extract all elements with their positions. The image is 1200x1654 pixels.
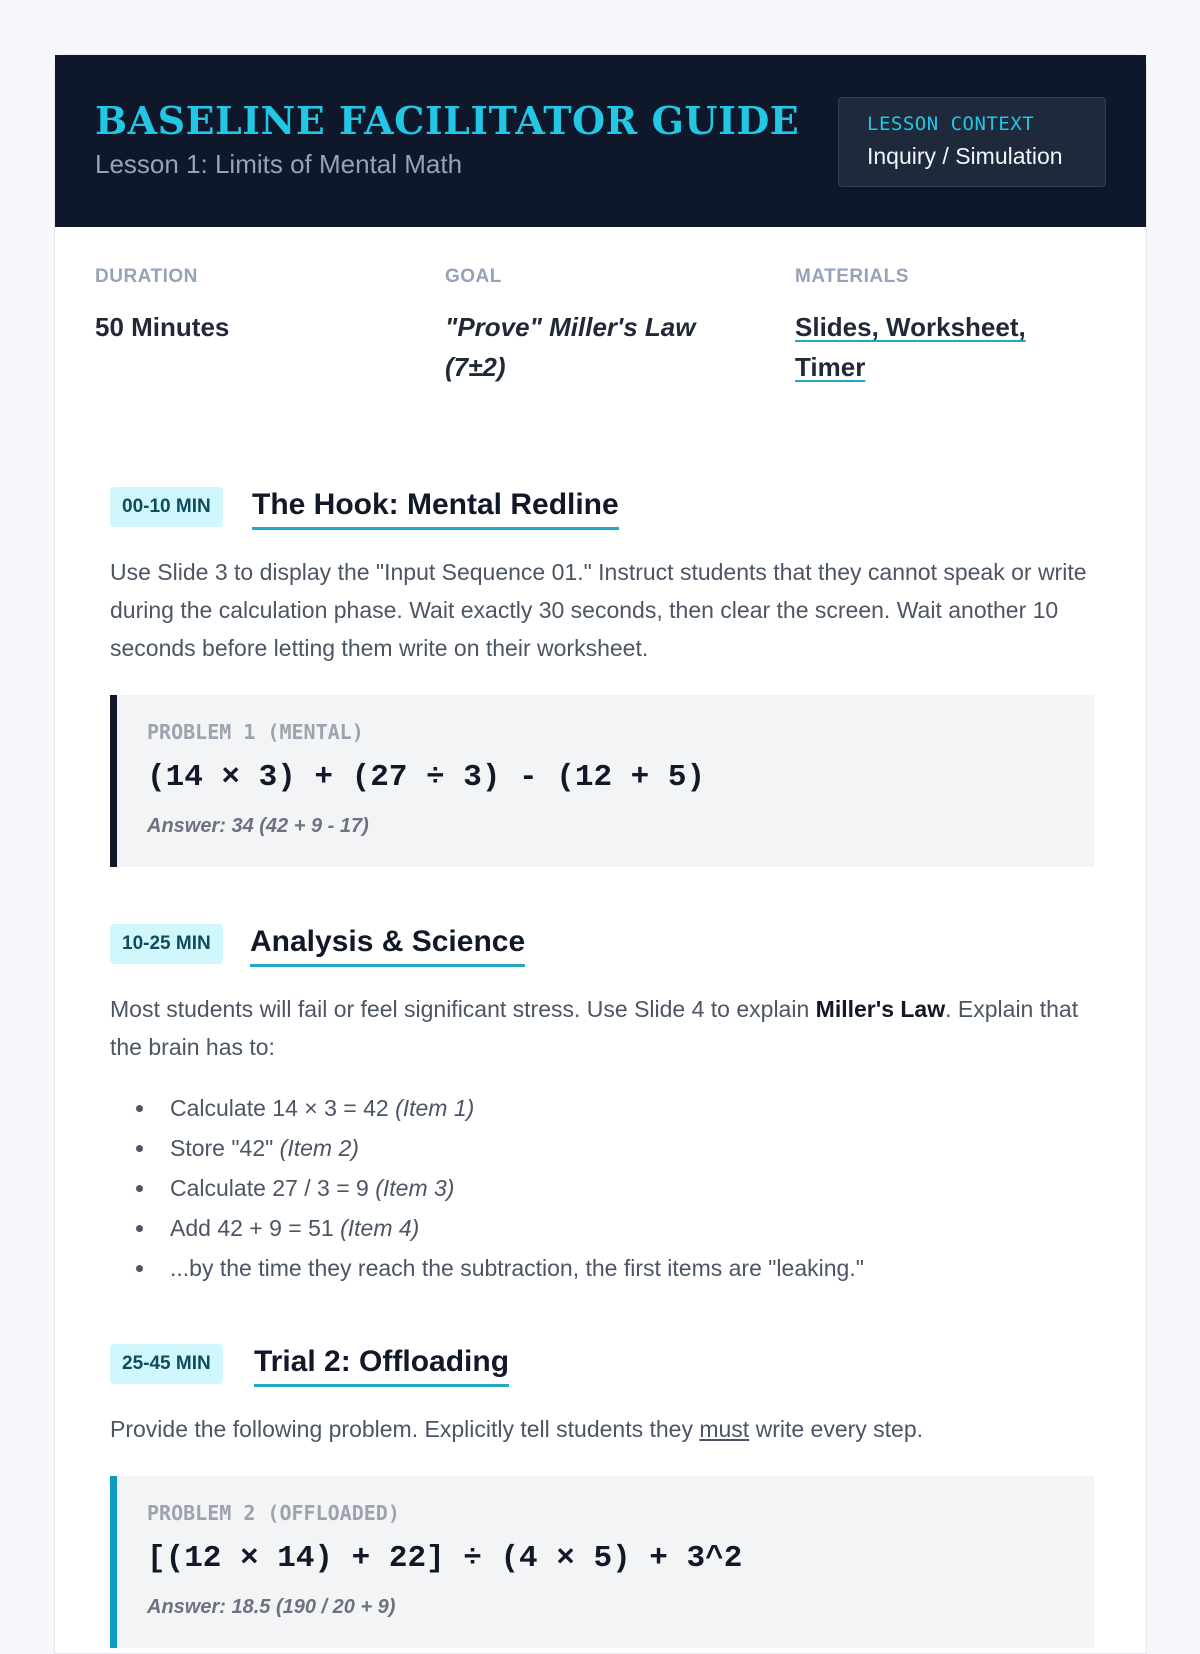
lesson-context-value: Inquiry / Simulation — [867, 143, 1063, 169]
section-body — [110, 990, 1094, 1066]
list-item — [110, 1168, 1094, 1208]
step-text: Store "42" — [170, 1135, 280, 1161]
section-analysis — [110, 924, 1094, 1288]
lesson-context-box — [838, 97, 1106, 187]
steps-list — [110, 1088, 1094, 1288]
problem-2-block — [110, 1476, 1094, 1648]
problem-answer: Answer: 34 (42 + 9 - 17) — [147, 815, 369, 837]
list-item — [110, 1208, 1094, 1248]
list-item — [110, 1128, 1094, 1168]
problem-1-block — [110, 695, 1094, 867]
body-text: Most students will fail or feel significant stress. Use Slide 4 to explain — [110, 996, 816, 1022]
step-text: Calculate 27 / 3 = 9 — [170, 1175, 376, 1201]
step-text: Add 42 + 9 = 51 — [170, 1215, 341, 1241]
section-header — [110, 487, 1094, 535]
problem-label: PROBLEM 2 (OFFLOADED) — [147, 1501, 400, 1525]
step-note: (Item 3) — [375, 1175, 455, 1201]
lesson-context-label: LESSON CONTEXT — [867, 113, 1035, 135]
section-offloading — [110, 1344, 1094, 1648]
problem-answer: Answer: 18.5 (190 / 20 + 9) — [147, 1596, 396, 1618]
meta-duration — [95, 265, 395, 347]
body-text: Provide the following problem. Explicitly tell students they — [110, 1416, 700, 1442]
materials-link[interactable]: Slides, Worksheet, Timer — [795, 312, 1026, 382]
emphasis-must: must — [699, 1416, 750, 1442]
section-body: Use Slide 3 to display the "Input Sequence 01." Instruct students that they cannot speak or write during the calculation phase. Wait exactly 30 seconds, then clear the screen. Wait another 10 seconds before letting them write on their worksheet. — [110, 559, 1087, 661]
materials-label: MATERIALS — [795, 266, 909, 287]
goal-label: GOAL — [445, 266, 502, 287]
problem-expression: [(12 × 14) + 22] ÷ (4 × 5) + 3^2 — [147, 1541, 743, 1576]
body-text: write every step. — [749, 1416, 924, 1442]
lesson-subtitle: Lesson 1: Limits of Mental Math — [95, 149, 463, 179]
step-text: ...by the time they reach the subtraction, the first items are "leaking." — [170, 1255, 864, 1281]
step-text: Calculate 14 × 3 = 42 — [170, 1095, 396, 1121]
step-note: (Item 1) — [395, 1095, 475, 1121]
time-badge: 00-10 MIN — [110, 487, 223, 527]
guide-title: BASELINE FACILITATOR GUIDE — [95, 98, 800, 143]
duration-value: 50 Minutes — [95, 312, 230, 342]
time-badge: 10-25 MIN — [110, 924, 223, 964]
meta-goal — [445, 265, 735, 387]
facilitator-guide-card — [54, 54, 1147, 1654]
section-title: The Hook: Mental Redline — [252, 485, 619, 530]
section-hook — [110, 487, 1094, 867]
step-note: (Item 4) — [340, 1215, 420, 1241]
guide-header — [55, 55, 1146, 227]
problem-label: PROBLEM 1 (MENTAL) — [147, 720, 364, 744]
step-note: (Item 2) — [279, 1135, 359, 1161]
body-text: . Explain that the brain has to: — [110, 996, 1079, 1060]
section-title: Trial 2: Offloading — [254, 1342, 509, 1387]
millers-law-term: Miller's Law — [815, 996, 946, 1022]
lesson-meta — [55, 227, 1146, 427]
duration-label: DURATION — [95, 266, 198, 287]
list-item — [110, 1248, 1094, 1288]
section-header — [110, 924, 1094, 972]
problem-expression: (14 × 3) + (27 ÷ 3) - (12 + 5) — [147, 760, 706, 795]
section-title: Analysis & Science — [250, 922, 525, 967]
list-item — [110, 1088, 1094, 1128]
time-badge: 25-45 MIN — [110, 1344, 223, 1384]
goal-value: "Prove" Miller's Law (7±2) — [445, 312, 696, 382]
section-header — [110, 1344, 1094, 1392]
meta-materials — [795, 265, 1065, 387]
section-body — [110, 1410, 1094, 1448]
